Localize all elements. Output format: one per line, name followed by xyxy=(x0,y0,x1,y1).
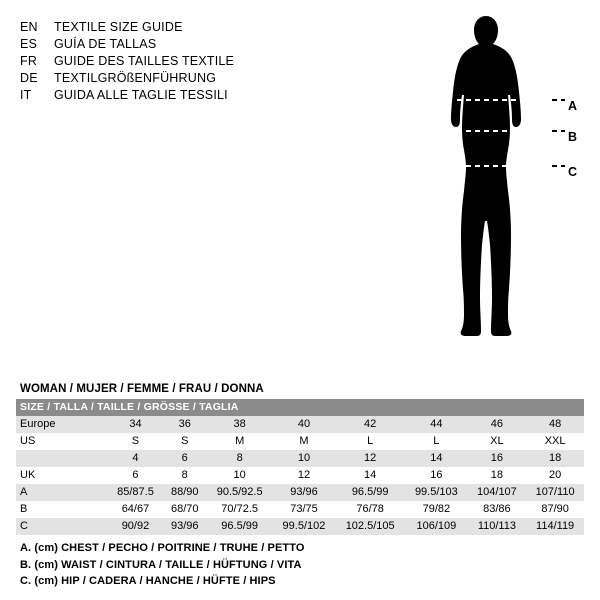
note-a: A. (cm) CHEST / PECHO / POITRINE / TRUHE / PETTO xyxy=(20,542,305,554)
cell: 16 xyxy=(468,450,527,467)
marker-label-a: A xyxy=(568,99,578,113)
marker-label-c: C xyxy=(568,165,578,179)
cell: 70/72.5 xyxy=(207,501,273,518)
cell: S xyxy=(108,433,163,450)
cell: 99.5/103 xyxy=(405,484,467,501)
cell: L xyxy=(405,433,467,450)
cell: 12 xyxy=(273,467,335,484)
cell: M xyxy=(273,433,335,450)
cell: 8 xyxy=(207,450,273,467)
table-row xyxy=(16,518,584,535)
female-body-figure xyxy=(400,8,590,368)
cell: 96.5/99 xyxy=(207,518,273,535)
female-silhouette-icon xyxy=(400,8,590,370)
cell: 10 xyxy=(273,450,335,467)
language-title: GUIDA ALLE TAGLIE TESSILI xyxy=(54,88,228,102)
row-label: C xyxy=(16,518,108,535)
cell: 42 xyxy=(335,416,405,433)
cell: 36 xyxy=(163,416,207,433)
language-code: DE xyxy=(20,71,38,85)
cell: 46 xyxy=(468,416,527,433)
table-row xyxy=(16,433,584,450)
language-row xyxy=(20,54,320,71)
cell: 88/90 xyxy=(163,484,207,501)
language-title: GUIDE DES TAILLES TEXTILE xyxy=(54,54,235,68)
cell: 16 xyxy=(405,467,467,484)
cell: 18 xyxy=(468,467,527,484)
cell: 6 xyxy=(108,467,163,484)
table-header-label: SIZE / TALLA / TAILLE / GRÖSSE / TAGLIA xyxy=(16,399,584,416)
language-title: TEXTILE SIZE GUIDE xyxy=(54,20,183,34)
size-table xyxy=(16,399,584,535)
size-table-section xyxy=(16,383,584,535)
cell: 68/70 xyxy=(163,501,207,518)
measurement-notes xyxy=(20,540,580,590)
cell: 93/96 xyxy=(163,518,207,535)
cell: 10 xyxy=(207,467,273,484)
cell: 90/92 xyxy=(108,518,163,535)
cell: 4 xyxy=(108,450,163,467)
marker-label-b: B xyxy=(568,130,578,144)
table-row xyxy=(16,501,584,518)
cell: XL xyxy=(468,433,527,450)
cell: 76/78 xyxy=(335,501,405,518)
language-row xyxy=(20,37,320,54)
cell: 107/110 xyxy=(526,484,584,501)
cell: 104/107 xyxy=(468,484,527,501)
cell: L xyxy=(335,433,405,450)
language-row xyxy=(20,88,320,105)
cell: 14 xyxy=(335,467,405,484)
row-label: US xyxy=(16,433,108,450)
language-title: TEXTILGRÖßENFÜHRUNG xyxy=(54,71,217,85)
cell: XXL xyxy=(526,433,584,450)
cell: 83/86 xyxy=(468,501,527,518)
language-code: FR xyxy=(20,54,38,68)
note-b: B. (cm) WAIST / CINTURA / TAILLE / HÜFTUNG / VITA xyxy=(20,558,302,571)
cell: 114/119 xyxy=(526,518,584,535)
language-title: GUÍA DE TALLAS xyxy=(54,37,157,51)
table-row xyxy=(16,484,584,501)
cell: 38 xyxy=(207,416,273,433)
cell: 106/109 xyxy=(405,518,467,535)
cell: 87/90 xyxy=(526,501,584,518)
cell: 110/113 xyxy=(468,518,527,535)
cell: 12 xyxy=(335,450,405,467)
cell: 99.5/102 xyxy=(273,518,335,535)
cell: 44 xyxy=(405,416,467,433)
cell: 14 xyxy=(405,450,467,467)
cell: 85/87.5 xyxy=(108,484,163,501)
language-code: IT xyxy=(20,88,32,102)
cell: 34 xyxy=(108,416,163,433)
table-row xyxy=(16,450,584,467)
cell: 48 xyxy=(526,416,584,433)
cell: 102.5/105 xyxy=(335,518,405,535)
language-code: EN xyxy=(20,20,38,34)
table-row xyxy=(16,467,584,484)
table-row xyxy=(16,416,584,433)
cell: 79/82 xyxy=(405,501,467,518)
cell: 93/96 xyxy=(273,484,335,501)
language-code: ES xyxy=(20,37,38,51)
cell: S xyxy=(163,433,207,450)
cell: 64/67 xyxy=(108,501,163,518)
row-label: B xyxy=(16,501,108,518)
cell: 18 xyxy=(526,450,584,467)
cell: 8 xyxy=(163,467,207,484)
cell: 90.5/92.5 xyxy=(207,484,273,501)
row-label: Europe xyxy=(16,416,108,433)
language-row xyxy=(20,71,320,88)
note-c: C. (cm) HIP / CADERA / HANCHE / HÜFTE / HIPS xyxy=(20,575,276,587)
cell: 96.5/99 xyxy=(335,484,405,501)
cell: 20 xyxy=(526,467,584,484)
language-title-list xyxy=(20,20,320,105)
row-label xyxy=(16,450,108,467)
table-group-title: WOMAN / MUJER / FEMME / FRAU / DONNA xyxy=(20,383,264,395)
row-label: A xyxy=(16,484,108,501)
table-header-row xyxy=(16,399,584,416)
cell: 6 xyxy=(163,450,207,467)
cell: 73/75 xyxy=(273,501,335,518)
cell: M xyxy=(207,433,273,450)
language-row xyxy=(20,20,320,37)
row-label: UK xyxy=(16,467,108,484)
cell: 40 xyxy=(273,416,335,433)
